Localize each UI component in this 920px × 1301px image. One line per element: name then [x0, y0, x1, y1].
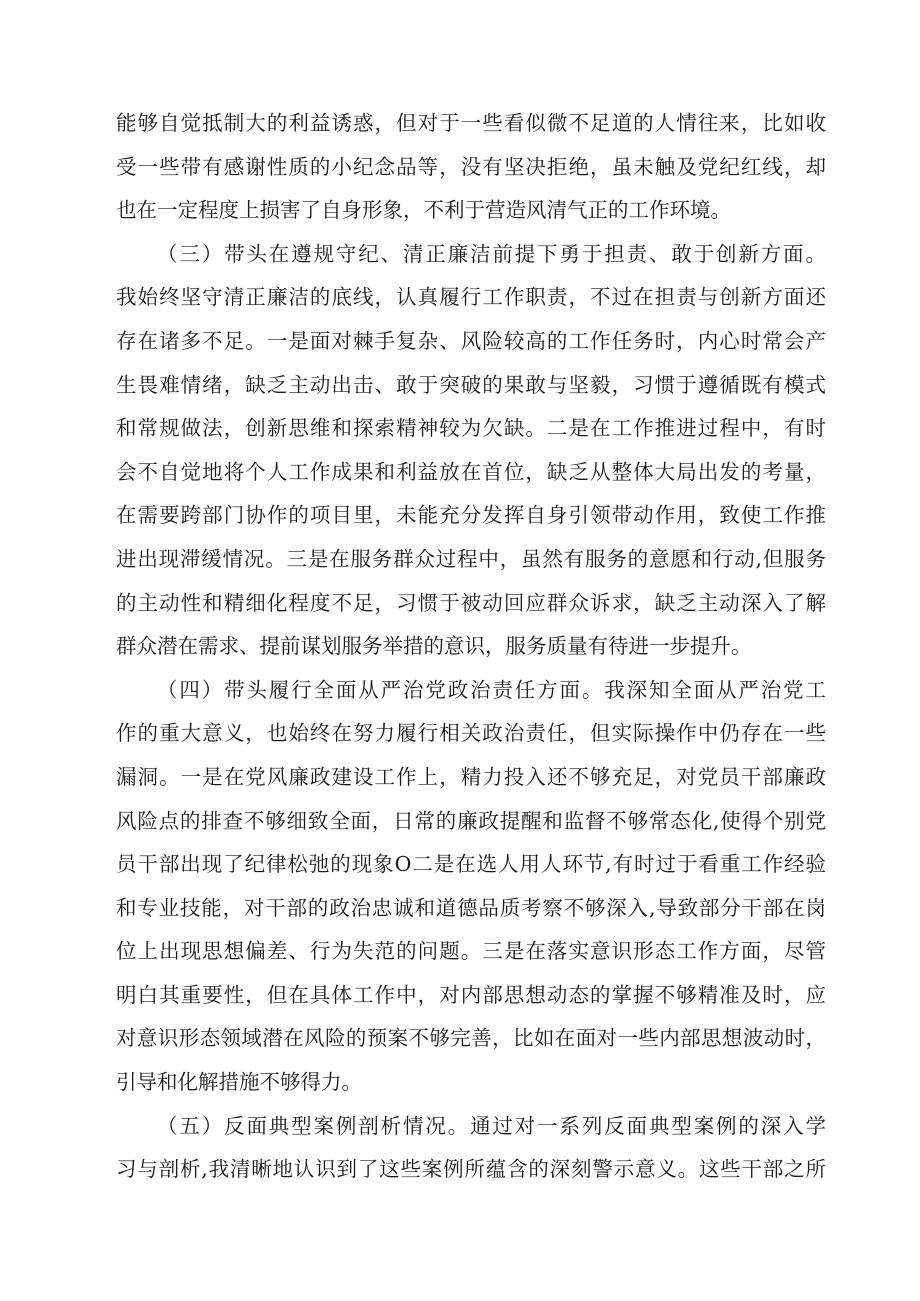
text-line: 漏洞。一是在党风廉政建设工作上，精力投入还不够充足，对党员干部廉政	[116, 764, 826, 789]
text-line: 习与剖析,我清晰地认识到了这些案例所蕴含的深刻警示意义。这些干部之所	[116, 1157, 826, 1182]
text-line: 能够自觉抵制大的利益诱惑，但对于一些看似微不足道的人情往来，比如收	[116, 111, 826, 135]
text-line: 进出现滞缓情况。三是在服务群众过程中，虽然有服务的意愿和行动,但服务	[116, 546, 826, 571]
text-line: 对意识形态领域潜在风险的预案不够完善，比如在面对一些内部思想波动时，	[116, 1026, 826, 1051]
text-line: 引导和化解措施不够得力。	[116, 1070, 362, 1095]
text-line: 作的重大意义，也始终在努力履行相关政治责任，但实际操作中仍存在一些	[116, 721, 826, 746]
section-heading-line: （五）反面典型案例剖析情况。通过对一系列反面典型案例的深入学	[157, 1113, 826, 1138]
document-body	[116, 102, 826, 1192]
text-line: 和专业技能，对干部的政治忠诚和道德品质考察不够深入,导致部分干部在岗	[116, 895, 826, 920]
text-line: 我始终坚守清正廉洁的底线，认真履行工作职责，不过在担责与创新方面还	[116, 285, 826, 310]
text-line: 位上出现思想偏差、行为失范的问题。三是在落实意识形态工作方面，尽管	[116, 939, 826, 964]
text-line: 风险点的排查不够细致全面，日常的廉政提醒和监督不够常态化,使得个别党	[116, 808, 826, 833]
text-line: 会不自觉地将个人工作成果和利益放在首位，缺乏从整体大局出发的考量，	[116, 459, 826, 484]
text-line: 受一些带有感谢性质的小纪念品等，没有坚决拒绝，虽未触及党纪红线，却	[116, 154, 826, 179]
text-line: 和常规做法，创新思维和探索精神较为欠缺。二是在工作推进过程中，有时	[116, 416, 826, 441]
section-heading-line: （三）带头在遵规守纪、清正廉洁前提下勇于担责、敢于创新方面。	[157, 241, 826, 266]
section-heading-line: （四）带头履行全面从严治党政治责任方面。我深知全面从严治党工	[157, 677, 826, 702]
text-line: 存在诸多不足。一是面对棘手复杂、风险较高的工作任务时，内心时常会产	[116, 328, 826, 353]
text-line: 明白其重要性，但在具体工作中，对内部思想动态的掌握不够精准及时，应	[116, 982, 826, 1007]
text-line: 在需要跨部门协作的项目里，未能充分发挥自身引领带动作用，致使工作推	[116, 503, 826, 528]
text-line: 员干部出现了纪律松弛的现象O二是在选人用人环节,有时过于看重工作经验	[116, 852, 826, 877]
text-line: 的主动性和精细化程度不足，习惯于被动回应群众诉求，缺乏主动深入了解	[116, 590, 826, 615]
text-line: 生畏难情绪，缺乏主动出击、敢于突破的果敢与坚毅，习惯于遵循既有模式	[116, 372, 826, 397]
text-line: 也在一定程度上损害了自身形象，不利于营造风清气正的工作环境。	[116, 198, 731, 223]
text-line: 群众潜在需求、提前谋划服务举措的意识，服务质量有待进一步提升。	[116, 634, 752, 659]
